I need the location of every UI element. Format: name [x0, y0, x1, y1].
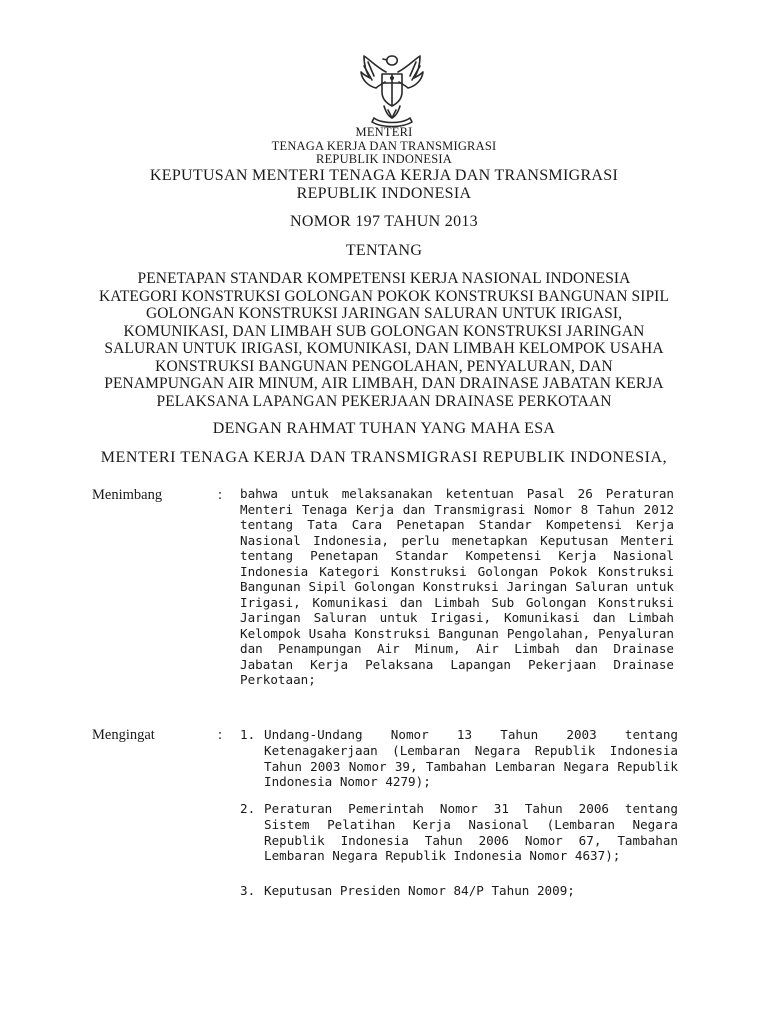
subject-line: KOMUNIKASI, DAN LIMBAH SUB GOLONGAN KONSTRUKSI JARINGAN	[123, 322, 645, 340]
header-country: REPUBLIK INDONESIA	[316, 152, 452, 166]
mengingat-colon: :	[218, 727, 223, 743]
list-item-number: 3.	[240, 883, 256, 898]
subject-line: KATEGORI KONSTRUKSI GOLONGAN POKOK KONSTRUKSI BANGUNAN SIPIL	[98, 287, 670, 305]
subject-line: PELAKSANA LAPANGAN PEKERJAAN DRAINASE PERKOTAAN	[156, 392, 612, 410]
subject-line: GOLONGAN KONSTRUKSI JARINGAN SALURAN UNTUK IRIGASI,	[145, 305, 623, 322]
list-item-number: 1.	[240, 727, 256, 742]
menimbang-label: Menimbang	[92, 487, 163, 503]
subject-line: PENETAPAN STANDAR KOMPETENSI KERJA NASIONAL INDONESIA	[137, 270, 631, 287]
garuda-emblem-icon	[352, 50, 432, 130]
header-ministry-name: TENAGA KERJA DAN TRANSMIGRASI	[271, 139, 497, 153]
rahmat-line: DENGAN RAHMAT TUHAN YANG MAHA ESA	[212, 420, 556, 437]
decree-title-line2: REPUBLIK INDONESIA	[296, 185, 472, 202]
subject-line: SALURAN UNTUK IRIGASI, KOMUNIKASI, DAN LIMBAH KELOMPOK USAHA	[104, 340, 664, 357]
menimbang-colon: :	[218, 487, 223, 503]
decree-title-line1: KEPUTUSAN MENTERI TENAGA KERJA DAN TRANSMIGRASI	[149, 167, 619, 184]
header-ministry-title: MENTERI	[355, 125, 413, 139]
list-item-text: Undang-Undang Nomor 13 Tahun 2003 tentang Ketenagakerjaan (Lembaran Negara Republik Indonesia Tahun 2003 Nomor 39, Tambahan Lembaran Negara Republik Indonesia Nomor 4279);	[264, 727, 678, 790]
minister-line: MENTERI TENAGA KERJA DAN TRANSMIGRASI REPUBLIK INDONESIA,	[100, 449, 668, 466]
list-item-number: 2.	[240, 801, 256, 816]
list-item-text: Keputusan Presiden Nomor 84/P Tahun 2009;	[264, 883, 575, 898]
subject-line: KONSTRUKSI BANGUNAN PENGOLAHAN, PENYALURAN, DAN	[155, 357, 613, 375]
decree-subject	[0, 270, 768, 410]
tentang-heading: TENTANG	[345, 242, 423, 259]
subject-line: PENAMPUNGAN AIR MINUM, AIR LIMBAH, DAN DRAINASE JABATAN KERJA	[104, 375, 664, 392]
menimbang-text: bahwa untuk melaksanakan ketentuan Pasal 26 Peraturan Menteri Tenaga Kerja dan Transmigrasi Nomor 8 Tahun 2012 tentang Tata Cara Penetapan Standar Kompetensi Kerja Nasional Indonesia, perlu menetapkan Keputusan Menteri tentang Penetapan Standar Kompetensi Kerja Nasional Indonesia Kategori Konstruksi Golongan Pokok Konstruksi Bangunan Sipil Golongan Konstruksi Jaringan Saluran untuk Irigasi, Komunikasi dan Limbah Sub Golongan Konstruksi Jaringan Saluran untuk Irigasi, Komunikasi dan Limbah Kelompok Usaha Konstruksi Bangunan Pengolahan, Penyaluran dan Penampungan Air Minum, Air Limbah dan Drainase Jabatan Kerja Pelaksana Lapangan Pekerjaan Drainase Perkotaan;	[240, 486, 674, 687]
list-item-text: Peraturan Pemerintah Nomor 31 Tahun 2006 tentang Sistem Pelatihan Kerja Nasional (Lembaran Negara Republik Indonesia Tahun 2006 Nomor 67, Tambahan Lembaran Negara Republik Indonesia Nomor 4637);	[264, 801, 678, 864]
decree-number: NOMOR 197 TAHUN 2013	[290, 213, 478, 230]
mengingat-label: Mengingat	[92, 727, 155, 743]
